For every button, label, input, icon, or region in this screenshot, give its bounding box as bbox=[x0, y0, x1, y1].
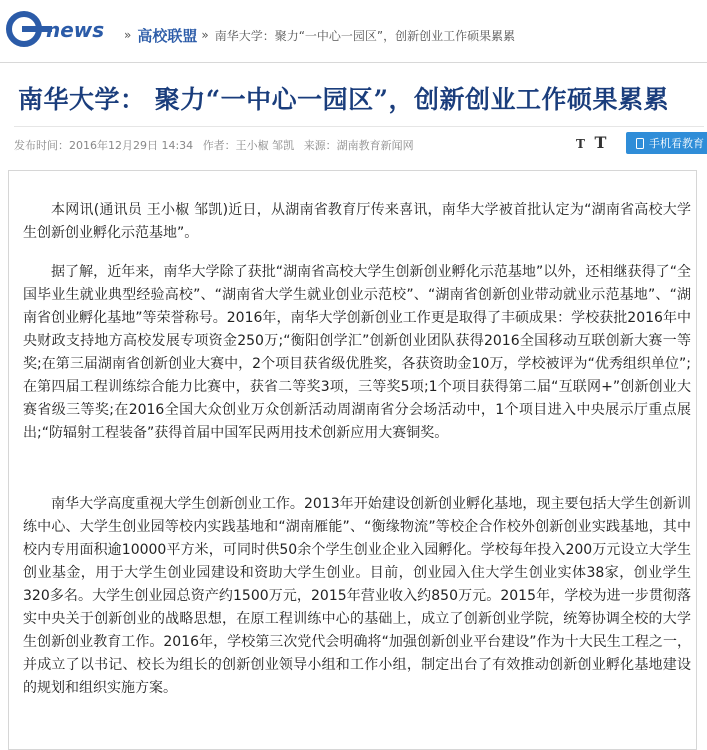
article-paragraph: 本网讯(通讯员 王小椒 邹凯)近日，从湖南省教育厅传来喜讯，南华大学被首批认定为“湖南省高校大学生创新创业孵化示范基地”。 bbox=[23, 202, 691, 241]
article-paragraph: 南华大学高度重视大学生创新创业工作。2013年开始建设创新创业孵化基地，现主要包括大学生创新训练中心、大学生创业园等校内实践基地和“湖南雁能”、“衡缘物流”等校企合作校外创新创业实践基地，其中校内专用面积逾10000平方米，可同时供50余个学生创业企业入园孵化。学校每年投入200万元设立大学生创业基金，用于大学生创业园建设和资助大学生创业。目前，创业园入住大学生创业实体38家，创业学生320多名。大学生创业园总资产约1500万元，2015年营业收入约850万元。2015年，学校为进一步贯彻落实中央关于创新创业的战略思想，在原工程训练中心的基础上，成立了创新创业学院，统筹协调全校的大学生创新创业教育工作。2016年，学校第三次党代会明确将“加强创新创业平台建设”作为十大民生工程之一，并成立了以书记、校长为组长的创新创业领导小组和工作小组，制定出台了有效推动创新创业孵化基地建设的规划和组织实施方案。 bbox=[23, 496, 691, 696]
logo-mark bbox=[6, 10, 116, 48]
publish-time: 发布时间：2016年12月29日 14:34 bbox=[14, 139, 194, 152]
site-header bbox=[0, 0, 707, 63]
meta-info bbox=[14, 137, 420, 153]
article-meta bbox=[14, 126, 704, 161]
logo-text: news bbox=[46, 18, 105, 42]
site-logo[interactable] bbox=[6, 10, 116, 48]
breadcrumb-current: 南华大学：聚力“一中心一园区”，创新创业工作硕果累累 bbox=[214, 28, 516, 43]
mobile-view-label: 手机看教育 bbox=[649, 137, 704, 150]
author: 作者：王小椒 邹凯 bbox=[202, 139, 295, 152]
article-title: 南华大学： 聚力“一中心一园区”，创新创业工作硕果累累 bbox=[18, 85, 669, 114]
breadcrumb-separator: » bbox=[201, 28, 209, 42]
phone-icon bbox=[636, 138, 644, 149]
breadcrumb-separator: » bbox=[124, 28, 132, 42]
font-size-control bbox=[576, 133, 606, 152]
source: 来源：湖南教育新闻网 bbox=[303, 139, 414, 152]
breadcrumb bbox=[120, 24, 515, 46]
article-paragraph: 据了解，近年来，南华大学除了获批“湖南省高校大学生创新创业孵化示范基地”以外，还相继获得了“全国毕业生就业典型经验高校”、“湖南省大学生就业创业示范校”、“湖南省创新创业带动就业示范基地”、“湖南省创业孵化基地”等荣誉称号。2016年，南华大学创新创业工作更是取得了丰硕成果：学校获批2016年中央财政支持地方高校发展专项资金250万;“衡阳创学汇”创新创业团队获得2016全国移动互联创新大赛一等奖;在第三届湖南省创新创业大赛中，2个项目获省级优胜奖，各获资助金10万，学校被评为“优秀组织单位”;在第四届工程训练综合能力比赛中，获省二等奖3项，三等奖5项;1个项目获得第二届“互联网+”创新创业大赛省级三等奖;在2016全国大众创业万众创新活动周湖南省分会场活动中，1个项目进入中央展示厅重点展出;“防辐射工程装备”获得首届中国军民两用技术创新应用大赛铜奖。 bbox=[23, 264, 691, 441]
mobile-view-button[interactable] bbox=[626, 132, 707, 154]
font-small-button[interactable]: T bbox=[576, 137, 585, 151]
breadcrumb-section-link[interactable]: 高校联盟 bbox=[137, 26, 198, 45]
font-large-button[interactable]: T bbox=[594, 133, 607, 152]
article-body bbox=[8, 170, 697, 750]
